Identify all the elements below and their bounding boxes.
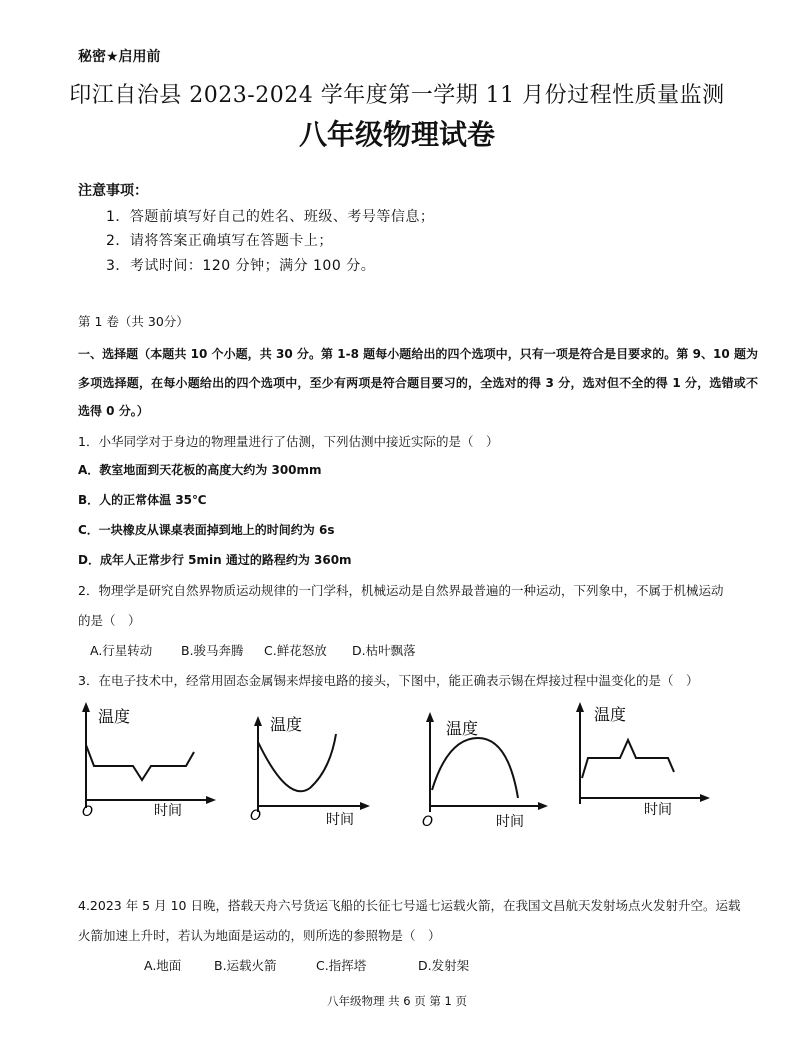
x-axis-arrow [206, 796, 216, 804]
origin-label: O [82, 804, 94, 820]
question-1-option-b: B．人的正常体温 35℃ [78, 493, 207, 507]
notice-item: 3．考试时间：120 分钟；满分 100 分。 [106, 258, 376, 274]
question-2-option-b: B.骏马奔腾 [181, 643, 244, 658]
question-2-stem-line2: 的是（ ） [78, 613, 141, 628]
graph-a [78, 700, 218, 820]
notice-item: 2．请将答案正确填写在答题卡上； [106, 233, 333, 249]
question-2-option-c: C.鲜花怒放 [264, 643, 327, 658]
x-axis-arrow [360, 802, 370, 810]
confidential-mark: 秘密★启用前 [78, 49, 161, 65]
y-axis-arrow [254, 716, 262, 726]
question-4-stem-line2: 火箭加速上升时，若认为地面是运动的，则所选的参照物是（ ） [78, 928, 441, 943]
question-4-stem-line1: 4.2023 年 5 月 10 日晚，搭载天舟六号货运飞船的长征七号遥七运载火箭，在我国文昌航天发射场点火发射升空。运载 [78, 898, 741, 913]
y-label: 温度 [270, 715, 303, 734]
x-axis-arrow [538, 802, 548, 810]
question-2-option-d: D.枯叶飘落 [352, 643, 416, 658]
question-1-option-d: D．成年人正常步行 5min 通过的路程约为 360m [78, 553, 352, 567]
notice-heading: 注意事项： [78, 183, 148, 199]
question-2-option-a: A.行星转动 [90, 643, 153, 658]
question-1-option-a: A．教室地面到天花板的高度大约为 300mm [78, 463, 322, 477]
question-4-option-b: B.运载火箭 [214, 958, 277, 973]
question-2-stem-line1: 2．物理学是研究自然界物质运动规律的一门学科，机械运动是自然界最普遍的一种运动，下列象中，不属于机械运动 [78, 583, 724, 598]
graph-c [418, 708, 553, 830]
exam-title: 印江自治县 2023-2024 学年度第一学期 11 月份过程性质量监测 [69, 83, 725, 108]
x-axis-arrow [700, 794, 710, 802]
question-1-option-c: C．一块橡皮从课桌表面掉到地上的时间约为 6s [78, 523, 335, 537]
graph-b [248, 712, 373, 832]
y-axis-arrow [426, 712, 434, 722]
y-axis-arrow [576, 702, 584, 712]
y-label: 温度 [98, 707, 131, 726]
x-label: 时间 [644, 802, 672, 818]
y-label: 温度 [446, 719, 479, 738]
y-label: 温度 [594, 705, 627, 724]
paper-title: 八年级物理试卷 [298, 118, 495, 151]
curve [86, 745, 194, 780]
curve [432, 738, 518, 798]
question-1-stem: 1．小华同学对于身边的物理量进行了估测，下列估测中接近实际的是（ ） [78, 434, 499, 449]
x-label: 时间 [326, 812, 354, 828]
question-4-option-c: C.指挥塔 [316, 958, 367, 973]
notice-item: 1．答题前填写好自己的姓名、班级、考号等信息； [106, 209, 435, 225]
origin-label: O [250, 808, 262, 824]
part-heading: 第 1 卷（共 30分） [78, 314, 189, 329]
question-4-option-d: D.发射架 [418, 958, 470, 973]
page-footer: 八年级物理 共 6 页 第 1 页 [326, 994, 468, 1008]
graph-d [568, 700, 713, 820]
question-4-option-a: A.地面 [144, 958, 182, 973]
y-axis-arrow [82, 702, 90, 712]
curve [582, 740, 674, 778]
question-3-stem: 3．在电子技术中，经常用固态金属锡来焊接电路的接头，下图中，能正确表示锡在焊接过程中温变化的是（ ） [78, 673, 699, 688]
origin-label: O [422, 814, 434, 830]
x-label: 时间 [496, 814, 524, 830]
curve [258, 734, 336, 791]
x-label: 时间 [154, 803, 182, 819]
section-intro: 一、选择题（本题共 10 个小题，共 30 分。第 1-8 题每小题给出的四个选项中，只有一项是符合是目要求的。第 9、10 题为多项选择题，在每小题给出的四个选项中，至少有两项是符合题目要习的，全选对的得 3 分，选对但不全的得 1 分，选错或不选得 0 分。） [78, 347, 758, 418]
